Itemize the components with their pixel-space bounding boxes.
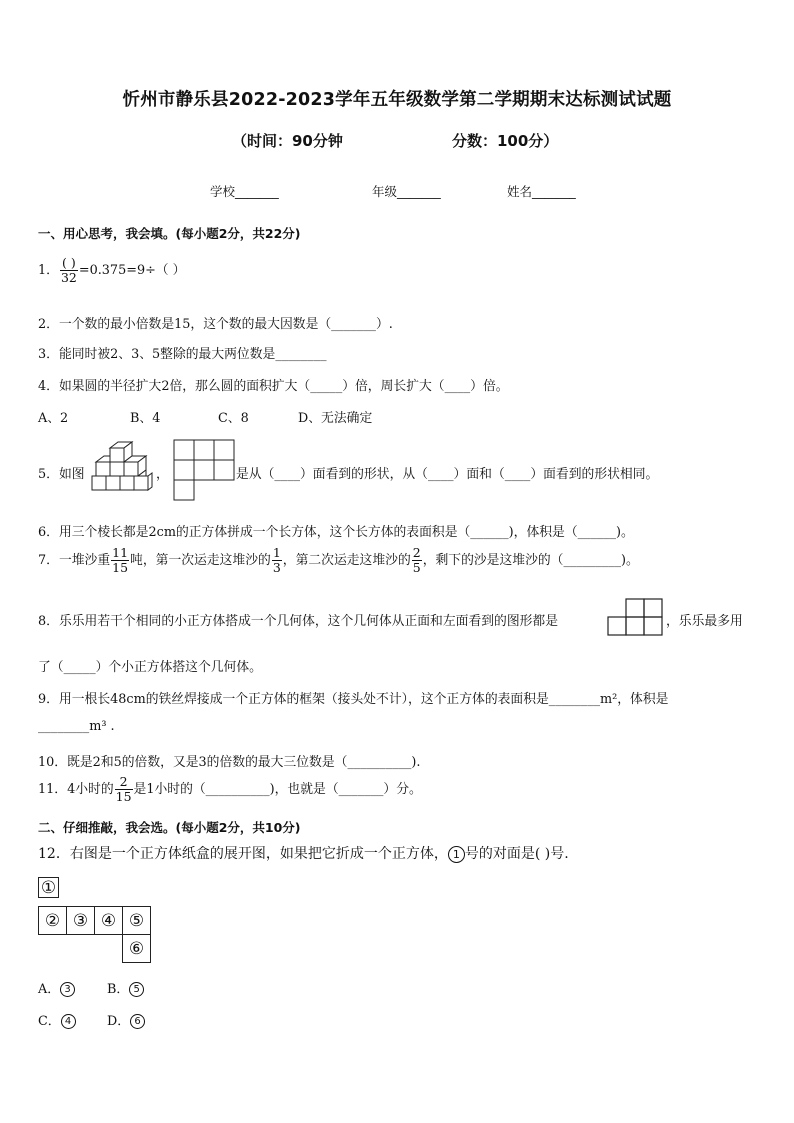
question-4: 4．如果圆的半径扩大2倍，那么圆的面积扩大（_____）倍，周长扩大（____）倍。 xyxy=(38,379,509,394)
q4-option-a: A、2 xyxy=(38,411,69,426)
fraction: $\frac{( )}{32}$ xyxy=(60,255,77,285)
q4-option-d: D、无法确定 xyxy=(298,411,373,426)
question-5-text: 是从（____）面看到的形状，从（____）面和（____）面看到的形状相同。 xyxy=(236,467,659,482)
question-5-comma: ， xyxy=(156,467,169,482)
section-1-heading: 一、用心思考，我会填。(每小题2分，共22分) xyxy=(38,226,301,241)
q12-option-d: D． 6 xyxy=(107,1010,145,1029)
grade-field: 年级_______ xyxy=(372,184,441,199)
question-8-line1-end: ，乐乐最多用 xyxy=(666,614,743,629)
question-7: 7．一堆沙重 $\frac{11}{15}$ 吨，第一次运走这堆沙的 $\frac{1}{3}$ ，第二次运走这堆沙的 $\frac{2}{5}$ ，剩下的沙是这堆沙的（_________)。 xyxy=(38,545,639,575)
question-8-line2: 了（_____）个小正方体搭这个几何体。 xyxy=(38,660,262,675)
front-view-figure xyxy=(606,597,664,637)
question-6: 6．用三个棱长都是2cm的正方体拼成一个长方体，这个长方体的表面积是（______)，体积是（______)。 xyxy=(38,525,634,540)
q4-option-c: C、8 xyxy=(218,411,249,426)
fraction: $\frac{1}{3}$ xyxy=(272,545,281,575)
question-1: 1． $\frac{( )}{32}$ =0.375=9÷（ ） xyxy=(38,255,186,285)
net-face-3: ③ xyxy=(66,906,95,935)
exam-time: （时间：90分钟 xyxy=(232,132,343,150)
fraction: $\frac{2}{15}$ xyxy=(115,774,132,804)
net-face-2: ② xyxy=(38,906,67,935)
q12-option-c: C． 4 xyxy=(38,1010,76,1029)
net-face-1: ① xyxy=(38,877,59,898)
circled-number: 1 xyxy=(448,846,465,863)
net-face-4: ④ xyxy=(94,906,123,935)
question-10: 10．既是2和5的倍数，又是3的倍数的最大三位数是（__________). xyxy=(38,755,421,770)
net-face-5: ⑤ xyxy=(122,906,151,935)
name-field: 姓名_______ xyxy=(507,184,576,199)
fraction: $\frac{2}{5}$ xyxy=(412,545,421,575)
cube-net xyxy=(38,877,158,967)
q12-option-b: B． 5 xyxy=(107,978,144,997)
q12-option-a: A． 3 xyxy=(38,978,75,997)
exam-score: 分数：100分） xyxy=(452,132,559,150)
question-9-line2: ________m³ . xyxy=(38,719,115,734)
question-12: 12．右图是一个正方体纸盒的展开图，如果把它折成一个正方体， 1 号的对面是( )号. xyxy=(38,846,569,862)
question-11: 11．4小时的 $\frac{2}{15}$ 是1小时的（__________)，也就是（_______）分。 xyxy=(38,774,422,804)
grid-view-figure xyxy=(172,438,238,504)
question-2: 2．一个数的最小倍数是15，这个数的最大因数是（_______）. xyxy=(38,317,393,332)
section-2-heading: 二、仔细推敲，我会选。(每小题2分，共10分) xyxy=(38,820,301,835)
cube-stack-figure xyxy=(90,440,155,500)
school-field: 学校_______ xyxy=(210,184,279,199)
net-face-6: ⑥ xyxy=(122,934,151,963)
fraction: $\frac{11}{15}$ xyxy=(112,545,129,575)
question-5-prefix: 5．如图 xyxy=(38,467,85,482)
question-8-line1: 8．乐乐用若干个相同的小正方体搭成一个几何体，这个几何体从正面和左面看到的图形都是 xyxy=(38,614,559,629)
question-3: 3．能同时被2、3、5整除的最大两位数是________ xyxy=(38,347,327,362)
page-title: 忻州市静乐县2022-2023学年五年级数学第二学期期末达标测试试题 xyxy=(122,90,672,110)
q4-option-b: B、4 xyxy=(130,411,161,426)
question-9-line1: 9．用一根长48cm的铁丝焊接成一个正方体的框架（接头处不计），这个正方体的表面积是________m²，体积是 xyxy=(38,692,669,707)
